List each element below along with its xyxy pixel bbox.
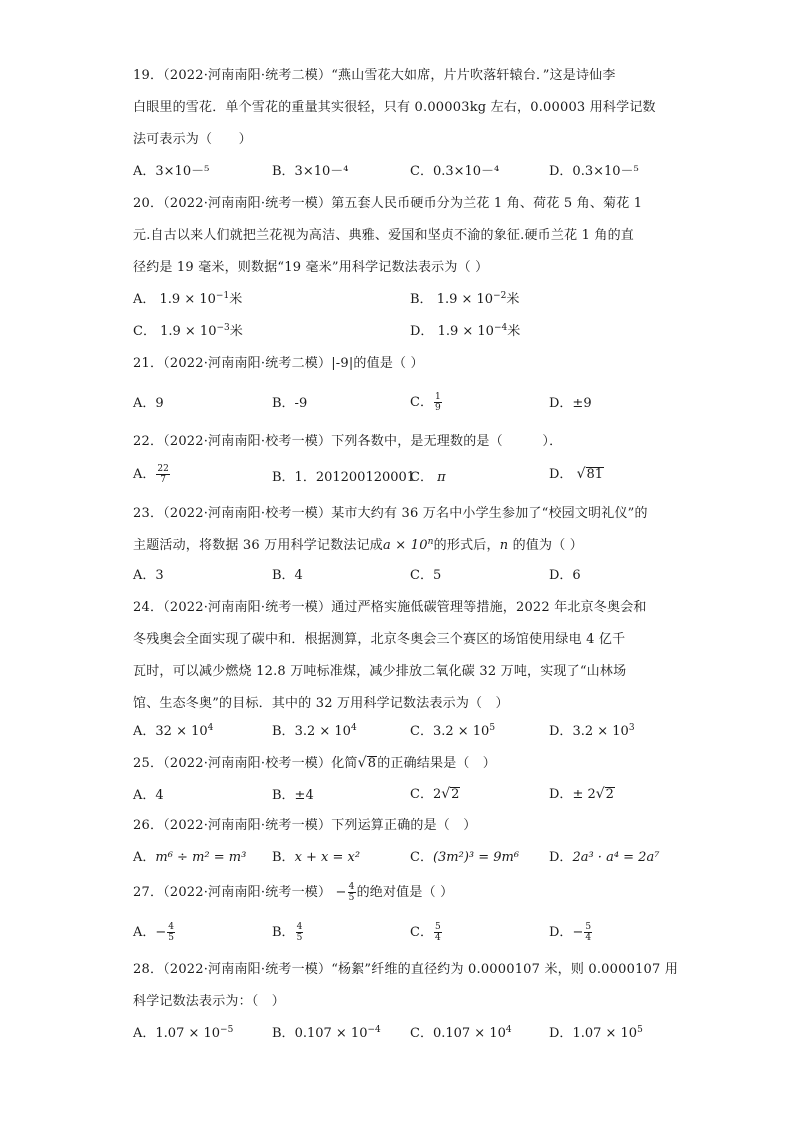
q20-option-c: C． $1.9 \times 10^{-3}$米 xyxy=(133,323,243,339)
q25-option-a: A．4 xyxy=(133,788,164,803)
q21-option-b: B．-9 xyxy=(272,396,308,411)
sqrt-symbol: √ 2 xyxy=(595,786,614,802)
q20-text-line-2: 元.自古以来人们就把兰花视为高洁、典雅、爱国和坚贞不渝的象征.硬币兰花 1 角的直 xyxy=(133,228,635,243)
sqrt-symbol: √ 8 xyxy=(357,755,377,771)
q21-text-line-1: 21．（2022·河南南阳·统考二模）|-9|的值是（ ） xyxy=(133,356,424,371)
q20-option-b: B． $1.9 \times 10^{-2}$米 xyxy=(410,291,520,307)
q23-option-c: C．5 xyxy=(410,568,442,583)
q26-option-c: C．(3m²)³ = 9m⁶ xyxy=(410,850,520,865)
q20-option-a: A． $1.9 \times 10^{-1}$米 xyxy=(133,291,243,307)
q21-option-d: D．±9 xyxy=(549,396,592,411)
q19-option-d: D．0.3×10－⁵ xyxy=(549,164,639,179)
q26-option-d: D．2a³ · a⁴ = 2a⁷ xyxy=(549,850,660,865)
q24-text-line-2: 冬残奥会全面实现了碳中和．根据测算，北京冬奥会三个赛区的场馆使用绿电 4 亿千 xyxy=(133,632,626,647)
q22-option-c: C． π xyxy=(410,470,446,485)
q26-option-a: A．m⁶ ÷ m² = m³ xyxy=(133,850,247,865)
q24-text-line-4: 馆、生态冬奥”的目标．其中的 32 万用科学记数法表示为（ ） xyxy=(133,696,509,711)
q28-option-d: D．$1.07 \times 10^5$ xyxy=(549,1025,643,1041)
q22-option-a: A． $\frac{22}{7}$ xyxy=(133,464,169,485)
q24-text-line-1: 24．（2022·河南南阳·统考一模）通过严格实施低碳管理等措施，2022 年北京冬奥会和 xyxy=(133,600,647,615)
q24-option-c: C．$3.2 \times 10^5$ xyxy=(410,723,496,739)
q23-text-line-1: 23．（2022·河南南阳·校考一模）某市大约有 36 万名中小学生参加了“校园文明礼仪”的 xyxy=(133,506,648,521)
q27-option-a: A．− $\frac{4}{5}$ xyxy=(133,922,175,943)
q21-option-c: C． $\frac{1}{9}$ xyxy=(410,392,441,413)
q28-option-c: C．$0.107 \times 10^4$ xyxy=(410,1025,512,1041)
q21-option-a: A．9 xyxy=(133,396,164,411)
q20-text-line-3: 径约是 19 毫米，则数据“19 毫米”用科学记数法表示为（ ） xyxy=(133,260,489,275)
q28-text-line-2: 科学记数法表示为：（ ） xyxy=(133,994,285,1009)
q28-text-line-1: 28．（2022·河南南阳·统考一模）“杨絮”纤维的直径约为 0.0000107 米，则 0.0000107 用 xyxy=(133,962,679,977)
q27-option-d: D．− $\frac{5}{4}$ xyxy=(549,922,592,943)
q22-option-d: D． √ 81 xyxy=(549,466,604,482)
q26-option-b: B．x + x = x² xyxy=(272,850,361,865)
q27-option-b: B． $\frac{4}{5}$ xyxy=(272,922,303,943)
q26-text-line-1: 26．（2022·河南南阳·统考一模）下列运算正确的是（ ） xyxy=(133,818,477,833)
q28-option-a: A．$1.07 \times 10^{-5}$ xyxy=(133,1025,234,1041)
q28-option-b: B．$0.107 \times 10^{-4}$ xyxy=(272,1025,381,1041)
q27-text-line-1: 27．（2022·河南南阳·统考一模） − $\frac{4}{5}$ 的绝对值是（ ） xyxy=(133,882,454,903)
q20-text-line-1: 20．（2022·河南南阳·统考一模）第五套人民币硬币分为兰花 1 角、荷花 5 角、菊花 1 xyxy=(133,196,643,211)
q24-option-b: B．$3.2 \times 10^4$ xyxy=(272,723,357,739)
q25-option-b: B．±4 xyxy=(272,788,314,803)
q19-option-a: A．3×10－⁵ xyxy=(133,164,210,179)
q24-text-line-3: 瓦时，可以减少燃烧 12.8 万吨标准煤，减少排放二氧化碳 32 万吨，实现了“山林场 xyxy=(133,664,627,679)
q19-option-b: B．3×10－⁴ xyxy=(272,164,349,179)
q22-text-line-1: 22．（2022·河南南阳·校考一模）下列各数中，是无理数的是（ ）． xyxy=(133,434,563,449)
q23-option-b: B．4 xyxy=(272,568,303,583)
q23-option-a: A．3 xyxy=(133,568,164,583)
q23-text-line-2: 主题活动，将数据 36 万用科学记数法记成$a \times 10^n$的形式后，n 的值为（ ） xyxy=(133,537,583,553)
q19-text-line-2: 白眼里的雪花．单个雪花的重量其实很轻，只有 0.00003kg 左右，0.00003 用科学记数 xyxy=(133,100,656,115)
sqrt-symbol: √ 81 xyxy=(576,466,604,482)
q22-option-b: B．1．201200120001 xyxy=(272,470,416,485)
q19-text-line-1: 19．（2022·河南南阳·统考二模）“燕山雪花大如席，片片吹落轩辕台．”这是诗仙李 xyxy=(133,68,616,83)
q23-option-d: D．6 xyxy=(549,568,581,583)
q25-option-d: D．± 2 √ 2 xyxy=(549,786,614,802)
sqrt-symbol: √ 2 xyxy=(441,786,460,802)
q25-option-c: C．2 √ 2 xyxy=(410,786,460,802)
q24-option-d: D．$3.2 \times 10^3$ xyxy=(549,723,635,739)
q25-text-line-1: 25．（2022·河南南阳·校考一模）化简 √ 8 的正确结果是（ ） xyxy=(133,755,497,771)
q19-text-line-3: 法可表示为（ ） xyxy=(133,132,252,147)
q20-option-d: D． $1.9 \times 10^{-4}$米 xyxy=(410,323,521,339)
q27-option-c: C． $\frac{5}{4}$ xyxy=(410,922,441,943)
q19-option-c: C．0.3×10－⁴ xyxy=(410,164,500,179)
q24-option-a: A．$32 \times 10^4$ xyxy=(133,723,214,739)
